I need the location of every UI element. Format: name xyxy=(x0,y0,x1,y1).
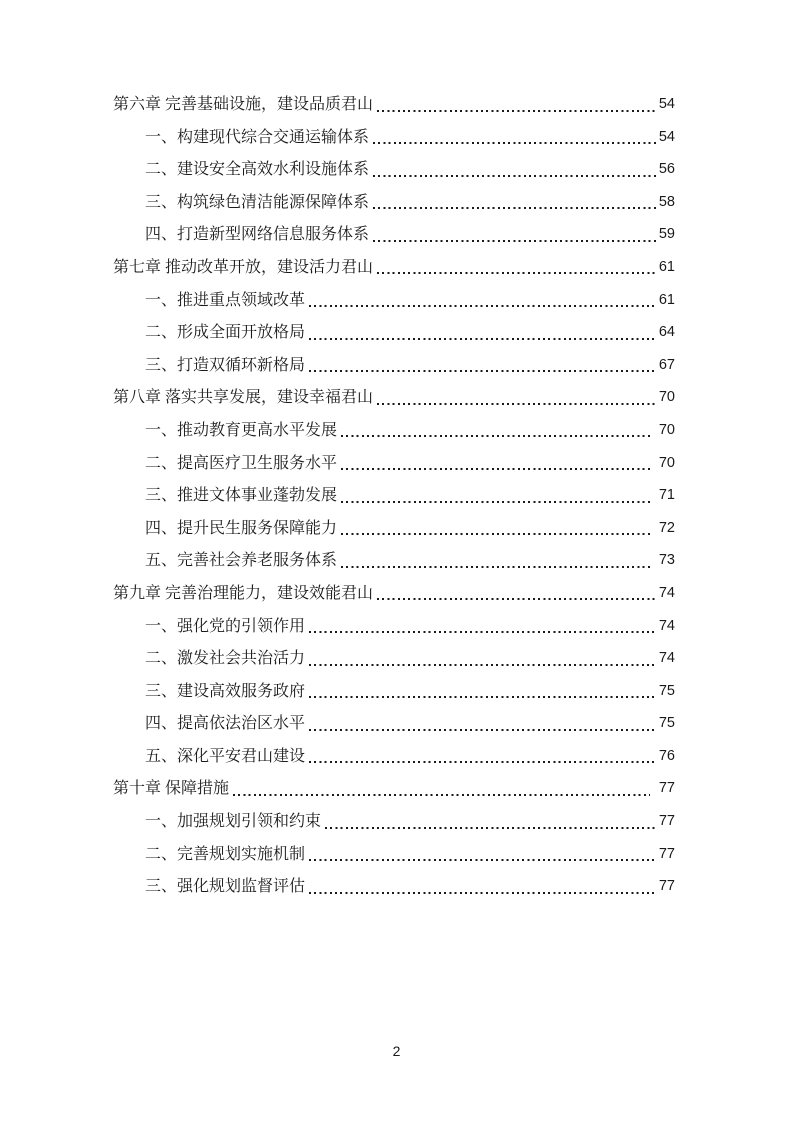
toc-subsection-entry xyxy=(113,324,675,357)
page-number: 2 xyxy=(392,1043,401,1059)
toc-entry-page: 58 xyxy=(658,193,675,210)
toc-entry-page: 70 xyxy=(658,454,675,471)
dot-leader xyxy=(309,370,657,372)
toc-entry-label: 三、构筑绿色清洁能源保障体系 xyxy=(145,193,370,211)
toc-entry-page: 70 xyxy=(658,389,675,406)
toc-entry-label: 三、打造双循环新格局 xyxy=(145,356,306,374)
toc-entry-page: 71 xyxy=(658,487,675,504)
toc-subsection-entry xyxy=(113,129,675,162)
dot-leader xyxy=(373,142,657,144)
dot-leader xyxy=(325,827,657,829)
toc-entry-page: 76 xyxy=(658,747,675,764)
toc-chapter-entry xyxy=(113,259,675,292)
toc-entry-page: 64 xyxy=(658,324,675,341)
toc-entry-page: 70 xyxy=(658,421,675,438)
dot-leader xyxy=(373,175,657,177)
toc-chapter-entry xyxy=(113,780,675,813)
dot-leader xyxy=(341,435,650,437)
dot-leader xyxy=(341,566,650,568)
toc-entry-label: 第八章 落实共享发展，建设幸福君山 xyxy=(113,389,374,407)
toc-entry-label: 第十章 保障措施 xyxy=(113,780,230,798)
toc-entry-page: 77 xyxy=(658,878,675,895)
toc-subsection-entry xyxy=(113,357,675,390)
dot-leader xyxy=(377,403,657,405)
toc-entry-page: 75 xyxy=(658,682,675,699)
toc-subsection-entry xyxy=(113,455,675,488)
toc-chapter-entry xyxy=(113,96,675,129)
toc-subsection-entry xyxy=(113,748,675,781)
toc-entry-label: 五、完善社会养老服务体系 xyxy=(145,552,338,570)
dot-leader xyxy=(377,598,657,600)
toc-subsection-entry xyxy=(113,194,675,227)
dot-leader xyxy=(341,501,650,503)
dot-leader xyxy=(377,110,657,112)
toc-entry-label: 三、推进文体事业蓬勃发展 xyxy=(145,487,338,505)
toc-entry-page: 73 xyxy=(658,552,675,569)
toc-entry-page: 72 xyxy=(658,519,675,536)
dot-leader xyxy=(377,272,657,274)
toc-subsection-entry xyxy=(113,846,675,879)
toc-subsection-entry xyxy=(113,520,675,553)
toc-entry-page: 77 xyxy=(658,845,675,862)
toc-subsection-entry xyxy=(113,715,675,748)
dot-leader xyxy=(309,729,657,731)
toc-entry-label: 二、完善规划实施机制 xyxy=(145,845,306,863)
toc-entry-page: 61 xyxy=(658,291,675,308)
toc-entry-page: 59 xyxy=(658,226,675,243)
toc-entry-label: 三、强化规划监督评估 xyxy=(145,878,306,896)
dot-leader xyxy=(373,207,657,209)
toc-entry-label: 四、打造新型网络信息服务体系 xyxy=(145,226,370,244)
toc-entry-page: 74 xyxy=(658,650,675,667)
toc-entry-label: 四、提高依法治区水平 xyxy=(145,715,306,733)
dot-leader xyxy=(309,892,657,894)
toc-entry-label: 一、推进重点领域改革 xyxy=(145,291,306,309)
toc-entry-page: 67 xyxy=(658,356,675,373)
toc-entry-label: 二、激发社会共治活力 xyxy=(145,650,306,668)
toc-entry-label: 二、提高医疗卫生服务水平 xyxy=(145,454,338,472)
dot-leader xyxy=(341,533,650,535)
dot-leader xyxy=(309,859,657,861)
toc-entry-page: 54 xyxy=(658,128,675,145)
toc-entry-page: 77 xyxy=(658,780,675,797)
toc-subsection-entry xyxy=(113,226,675,259)
toc-entry-label: 一、构建现代综合交通运输体系 xyxy=(145,128,370,146)
toc-entry-label: 一、加强规划引领和约束 xyxy=(145,813,322,831)
toc-entry-label: 五、深化平安君山建设 xyxy=(145,747,306,765)
dot-leader xyxy=(309,761,657,763)
toc-subsection-entry xyxy=(113,813,675,846)
toc-entry-page: 61 xyxy=(658,258,675,275)
toc-entry-label: 二、形成全面开放格局 xyxy=(145,324,306,342)
toc-subsection-entry xyxy=(113,683,675,716)
toc-entry-label: 第七章 推动改革开放，建设活力君山 xyxy=(113,258,374,276)
toc-chapter-entry xyxy=(113,389,675,422)
dot-leader xyxy=(309,631,657,633)
toc-entry-label: 一、推动教育更高水平发展 xyxy=(145,421,338,439)
toc-entry-page: 74 xyxy=(658,584,675,601)
toc-entry-label: 第九章 完善治理能力，建设效能君山 xyxy=(113,584,374,602)
toc-subsection-entry xyxy=(113,161,675,194)
toc-entry-page: 75 xyxy=(658,715,675,732)
toc-subsection-entry xyxy=(113,487,675,520)
toc-subsection-entry xyxy=(113,422,675,455)
toc-entry-label: 第六章 完善基础设施，建设品质君山 xyxy=(113,96,374,113)
page-footer xyxy=(0,1043,793,1059)
toc-entry-page: 54 xyxy=(658,96,675,112)
toc-entry-label: 四、提升民生服务保障能力 xyxy=(145,519,338,537)
toc-entry-page: 74 xyxy=(658,617,675,634)
toc-entry-page: 77 xyxy=(658,813,675,830)
toc-subsection-entry xyxy=(113,292,675,325)
dot-leader xyxy=(341,468,650,470)
toc-entry-label: 二、建设安全高效水利设施体系 xyxy=(145,161,370,179)
dot-leader xyxy=(233,794,650,796)
dot-leader xyxy=(309,664,657,666)
toc-subsection-entry xyxy=(113,552,675,585)
toc-entry-page: 56 xyxy=(658,161,675,178)
toc-subsection-entry xyxy=(113,650,675,683)
toc-subsection-entry xyxy=(113,618,675,651)
toc-chapter-entry xyxy=(113,585,675,618)
toc-subsection-entry xyxy=(113,878,675,911)
dot-leader xyxy=(309,696,657,698)
toc-entry-label: 三、建设高效服务政府 xyxy=(145,682,306,700)
table-of-contents xyxy=(113,96,675,911)
dot-leader xyxy=(373,240,657,242)
dot-leader xyxy=(309,305,657,307)
toc-entry-label: 一、强化党的引领作用 xyxy=(145,617,306,635)
dot-leader xyxy=(309,338,657,340)
